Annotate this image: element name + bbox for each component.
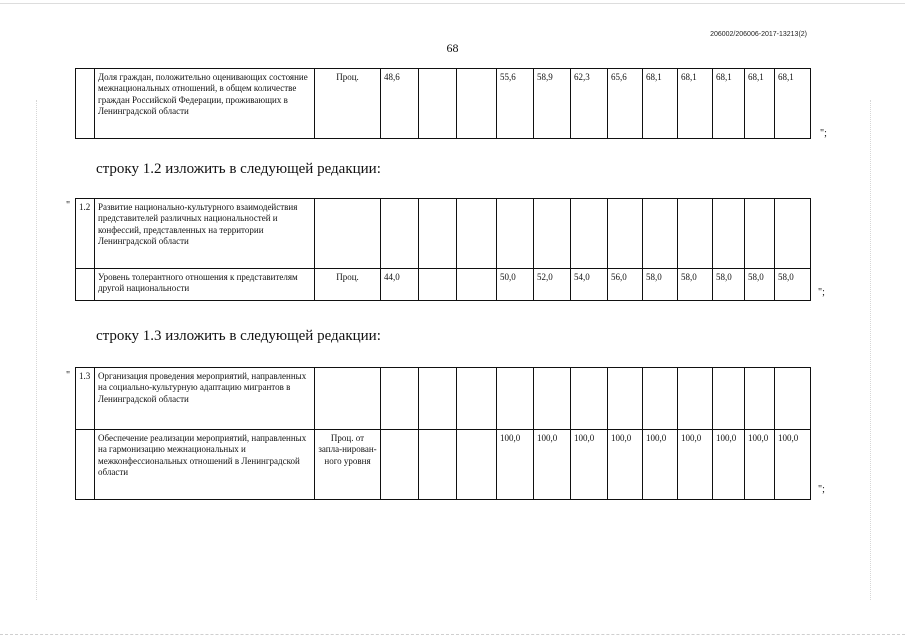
closing-quote: ";	[820, 128, 827, 139]
unit-cell: Проц.	[315, 69, 381, 139]
document-id: 206002/206006-2017-13213(2)	[710, 31, 807, 38]
value-cell	[419, 69, 457, 139]
amendment-heading: строку 1.2 изложить в следующей редакции:	[96, 161, 381, 177]
value-cell: 68,1	[643, 69, 678, 139]
row-number-cell	[76, 269, 95, 301]
closing-quote: ";	[818, 484, 825, 495]
scan-fold-line	[870, 100, 871, 600]
row-number-cell	[76, 430, 95, 500]
value-cell: 68,1	[745, 69, 775, 139]
value-cell	[457, 430, 497, 500]
base-value-cell: 48,6	[381, 69, 419, 139]
scan-fold-line	[36, 100, 37, 600]
indicator-table-3	[75, 367, 811, 500]
table-row	[76, 430, 811, 500]
base-value-cell: 44,0	[381, 269, 419, 301]
value-cell: 100,0	[775, 430, 811, 500]
value-cell: 68,1	[775, 69, 811, 139]
value-cell: 50,0	[497, 269, 534, 301]
indicator-table-1	[75, 68, 811, 139]
indicator-text: Доля граждан, положительно оценивающих состояние межнациональных отношений, в общем количестве граждан Российской Федерации, проживающих в Ленинградской области	[95, 69, 315, 139]
indicator-text: Обеспечение реализации мероприятий, направленных на гармонизацию межнациональных и межконфессиональных отношений в Ленинградской области	[95, 430, 315, 500]
value-cell: 68,1	[713, 69, 745, 139]
page-number: 68	[446, 41, 459, 55]
table-row	[76, 368, 811, 430]
value-cell: 58,0	[775, 269, 811, 301]
unit-cell: Проц.	[315, 269, 381, 301]
value-cell: 58,9	[534, 69, 571, 139]
table-row	[76, 69, 811, 139]
table-row	[76, 269, 811, 301]
value-cell	[457, 269, 497, 301]
value-cell: 52,0	[534, 269, 571, 301]
scan-edge-bottom	[0, 634, 905, 635]
amendment-heading: строку 1.3 изложить в следующей редакции:	[96, 328, 381, 344]
value-cell: 100,0	[713, 430, 745, 500]
row-number-cell: 1.3	[76, 368, 95, 430]
table-row	[76, 199, 811, 269]
value-cell: 100,0	[534, 430, 571, 500]
value-cell: 56,0	[608, 269, 643, 301]
value-cell: 58,0	[643, 269, 678, 301]
activity-title: Организация проведения мероприятий, направленных на социально-культурную адаптацию мигрантов в Ленинградской области	[95, 368, 315, 430]
indicator-text: Уровень толерантного отношения к представителям другой национальности	[95, 269, 315, 301]
value-cell: 55,6	[497, 69, 534, 139]
row-number-cell	[76, 69, 95, 139]
value-cell: 58,0	[745, 269, 775, 301]
value-cell: 100,0	[608, 430, 643, 500]
value-cell	[457, 69, 497, 139]
value-cell: 100,0	[745, 430, 775, 500]
activity-title: Развитие национально-культурного взаимодействия представителей различных национальностей и конфессий, представленных на территории Ленинградской области	[95, 199, 315, 269]
closing-quote: ";	[818, 287, 825, 298]
value-cell: 62,3	[571, 69, 608, 139]
value-cell: 58,0	[678, 269, 713, 301]
row-number-cell: 1.2	[76, 199, 95, 269]
opening-quote: "	[66, 200, 71, 211]
value-cell	[419, 430, 457, 500]
value-cell: 100,0	[571, 430, 608, 500]
opening-quote: "	[66, 370, 71, 381]
indicator-table-2	[75, 198, 811, 301]
value-cell: 54,0	[571, 269, 608, 301]
value-cell	[419, 269, 457, 301]
scan-edge-top	[0, 3, 905, 4]
unit-cell: Проц. от запла-нирован-ного уровня	[315, 430, 381, 500]
value-cell: 65,6	[608, 69, 643, 139]
value-cell: 58,0	[713, 269, 745, 301]
value-cell: 68,1	[678, 69, 713, 139]
value-cell: 100,0	[497, 430, 534, 500]
value-cell: 100,0	[643, 430, 678, 500]
base-value-cell	[381, 430, 419, 500]
value-cell: 100,0	[678, 430, 713, 500]
